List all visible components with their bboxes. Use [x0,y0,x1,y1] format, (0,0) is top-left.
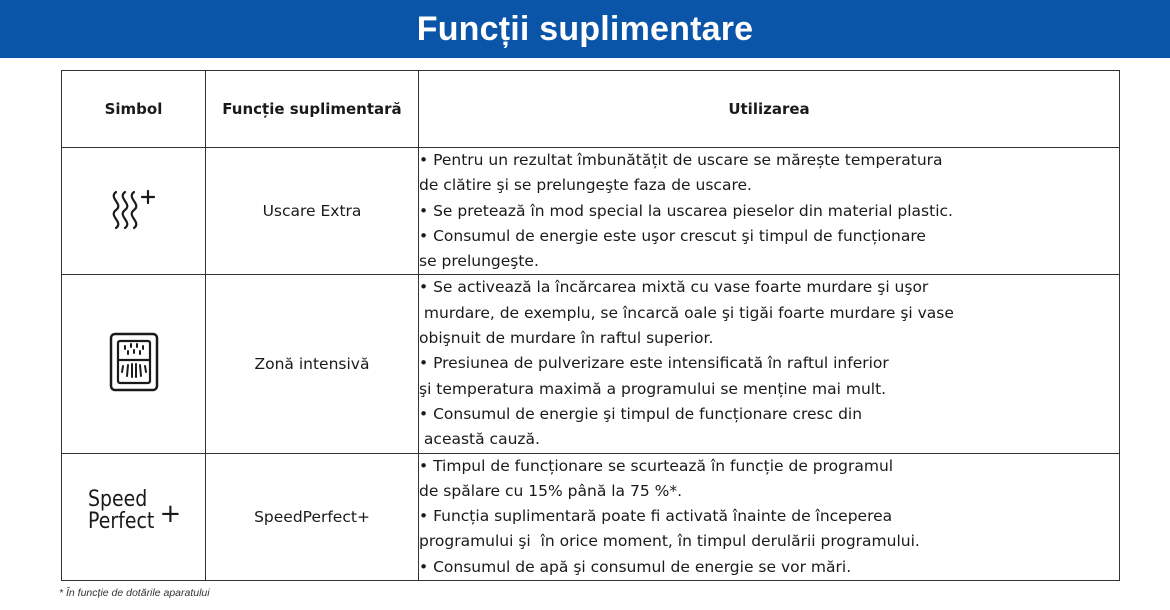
speedperfect-icon [86,487,182,541]
title-banner [0,0,1170,58]
usage-line: • Funcția suplimentară poate fi activată înainte de începerea [419,507,893,526]
function-name: SpeedPerfect+ [206,453,419,580]
usage-line: • Consumul de energie şi timpul de funcționare cresc din [419,404,863,423]
table-row [62,275,1120,453]
symbol-cell [62,275,206,453]
usage-line: • Timpul de funcționare se scurtează în funcție de programul [419,456,894,475]
usage-line: obişnuit de murdare în raftul superior. [419,329,714,348]
usage-line: programului şi în orice moment, în timpul derulării programului. [419,532,920,551]
usage-line: de spălare cu 15% până la 75 %*. [419,481,683,500]
page-title: Funcții suplimentare [416,9,754,48]
usage-line: • Consumul de energie este uşor crescut şi timpul de funcționare [419,226,926,245]
table-row [62,148,1120,275]
usage-cell [419,148,1120,275]
usage-cell [419,453,1120,580]
usage-line: şi temperatura maximă a programului se menține mai mult. [419,379,887,398]
speedperfect-icon-line1: Speed [87,487,147,513]
speedperfect-icon-text [88,489,154,533]
intensive-zone-icon [109,332,159,392]
usage-cell [419,275,1120,453]
footnote: * În funcție de dotările aparatului [59,587,210,599]
symbol-cell [62,453,206,580]
header-symbol: Simbol [62,71,206,148]
extra-drying-icon [104,184,164,234]
speedperfect-icon-line2: Perfect [87,509,154,535]
symbol-cell [62,148,206,275]
usage-line: • Consumul de apă şi consumul de energie se vor mări. [419,557,852,576]
usage-line: • Presiunea de pulverizare este intensificată în raftul inferior [419,354,889,373]
usage-line: • Pentru un rezultat îmbunătățit de uscare se mărește temperatura [419,151,943,169]
usage-line: această cauză. [419,430,540,449]
function-name: Zonă intensivă [206,275,419,453]
header-function: Funcție suplimentară [206,71,419,148]
function-name: Uscare Extra [206,148,419,275]
table-row [62,453,1120,580]
functions-table [61,70,1120,581]
table-header-row [62,71,1120,148]
speedperfect-plus-icon: + [159,499,182,530]
usage-line: de clătire şi se prelungeşte faza de uscare. [419,176,752,195]
header-usage: Utilizarea [419,71,1120,148]
usage-line: se prelungeşte. [419,252,539,271]
usage-line: murdare, de exemplu, se încarcă oale şi tigăi foarte murdare şi vase [419,303,954,322]
usage-line: • Se activează la încărcarea mixtă cu vase foarte murdare şi uşor [419,278,929,297]
usage-line: • Se pretează în mod special la uscarea pieselor din material plastic. [419,201,953,220]
